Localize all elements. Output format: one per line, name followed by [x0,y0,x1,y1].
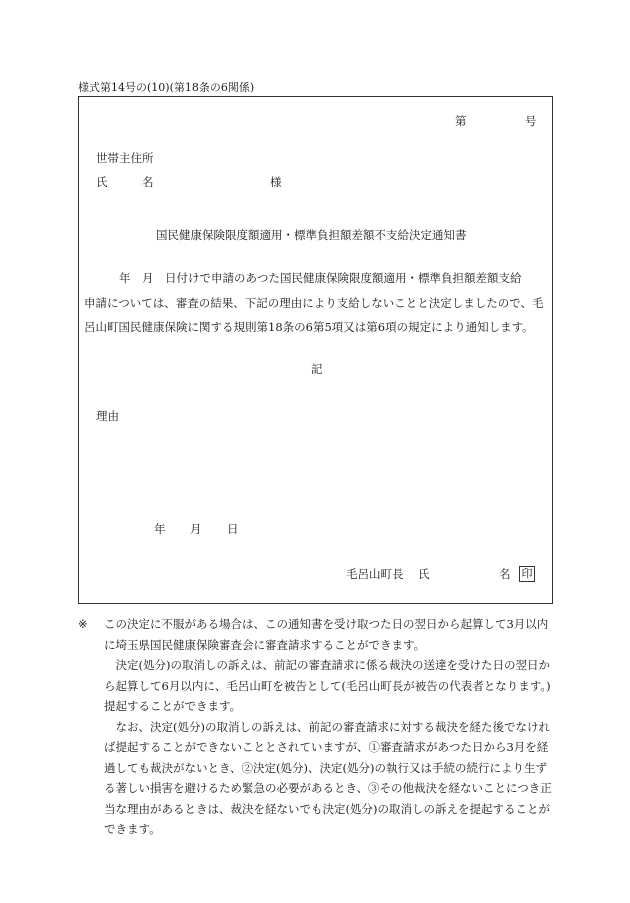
document-title: 国民健康保険限度額適用・標準負担額差額不支給決定通知書 [156,228,467,242]
notice-frame [78,96,553,604]
reason-label: 理由 [96,409,119,423]
note-1-text: この決定に不服がある場合は、この通知書を受け取つた日の翌日から起算して3月以内に埼玉県国民健康保険審査会に審査請求することができます。 [104,617,549,652]
note-3 [78,717,554,840]
honorific-sama: 様 [270,175,282,189]
body-line-3: 呂山町国民健康保険に関する規則第18条の6第5項又は第6項の規定により通知します。 [84,320,534,334]
note-3-text: なお、決定(処分)の取消しの訴えは、前記の審査請求に対する裁決を経た後でなければ提起することができないこととされていますが、①審査請求があつた日から3月を経過しても裁決がないとき、②決定(処分)、決定(処分)の執行又は手続の続行により生ずる著しい損害を避けるため緊急の必要があるとき、③その他裁決を経ないことにつき正当な理由があるときは、裁決を経ないでも決定(処分)の取消しの訴えを提起することができます。 [104,719,552,836]
note-2-text: 決定(処分)の取消しの訴えは、前記の審査請求に係る裁決の送達を受けた日の翌日から起算して6月以内に、毛呂山町を被告として(毛呂山町長が被告の代表者となります。)提起することができます。 [104,658,551,713]
name-label-shi: 氏 [96,175,108,189]
seal-mark: 印 [519,566,535,582]
address-label: 世帯主住所 [96,151,154,165]
body-line-1: 年 月 日付けで申請のあつた国民健康保険限度額適用・標準負担額差額支給 [119,271,522,285]
name-label-mei: 名 [142,175,154,189]
number-suffix: 号 [525,114,537,128]
note-1 [78,614,554,655]
date-day: 日 [227,522,239,536]
ki-heading: 記 [311,362,323,376]
number-prefix: 第 [455,114,467,128]
signature-office: 毛呂山町長 [346,567,404,581]
form-number-label: 様式第14号の(10)(第18条の6関係) [78,81,255,94]
body-line-2: 申請については、審査の結果、下記の理由により支給しないことと決定しましたので、毛 [84,296,544,310]
signature-shi: 氏 [418,567,430,581]
signature-mei: 名 [499,567,511,581]
notes-section [78,614,554,840]
date-month: 月 [190,522,202,536]
date-year: 年 [154,522,166,536]
note-mark: ※ [78,617,88,631]
note-2 [78,655,554,717]
